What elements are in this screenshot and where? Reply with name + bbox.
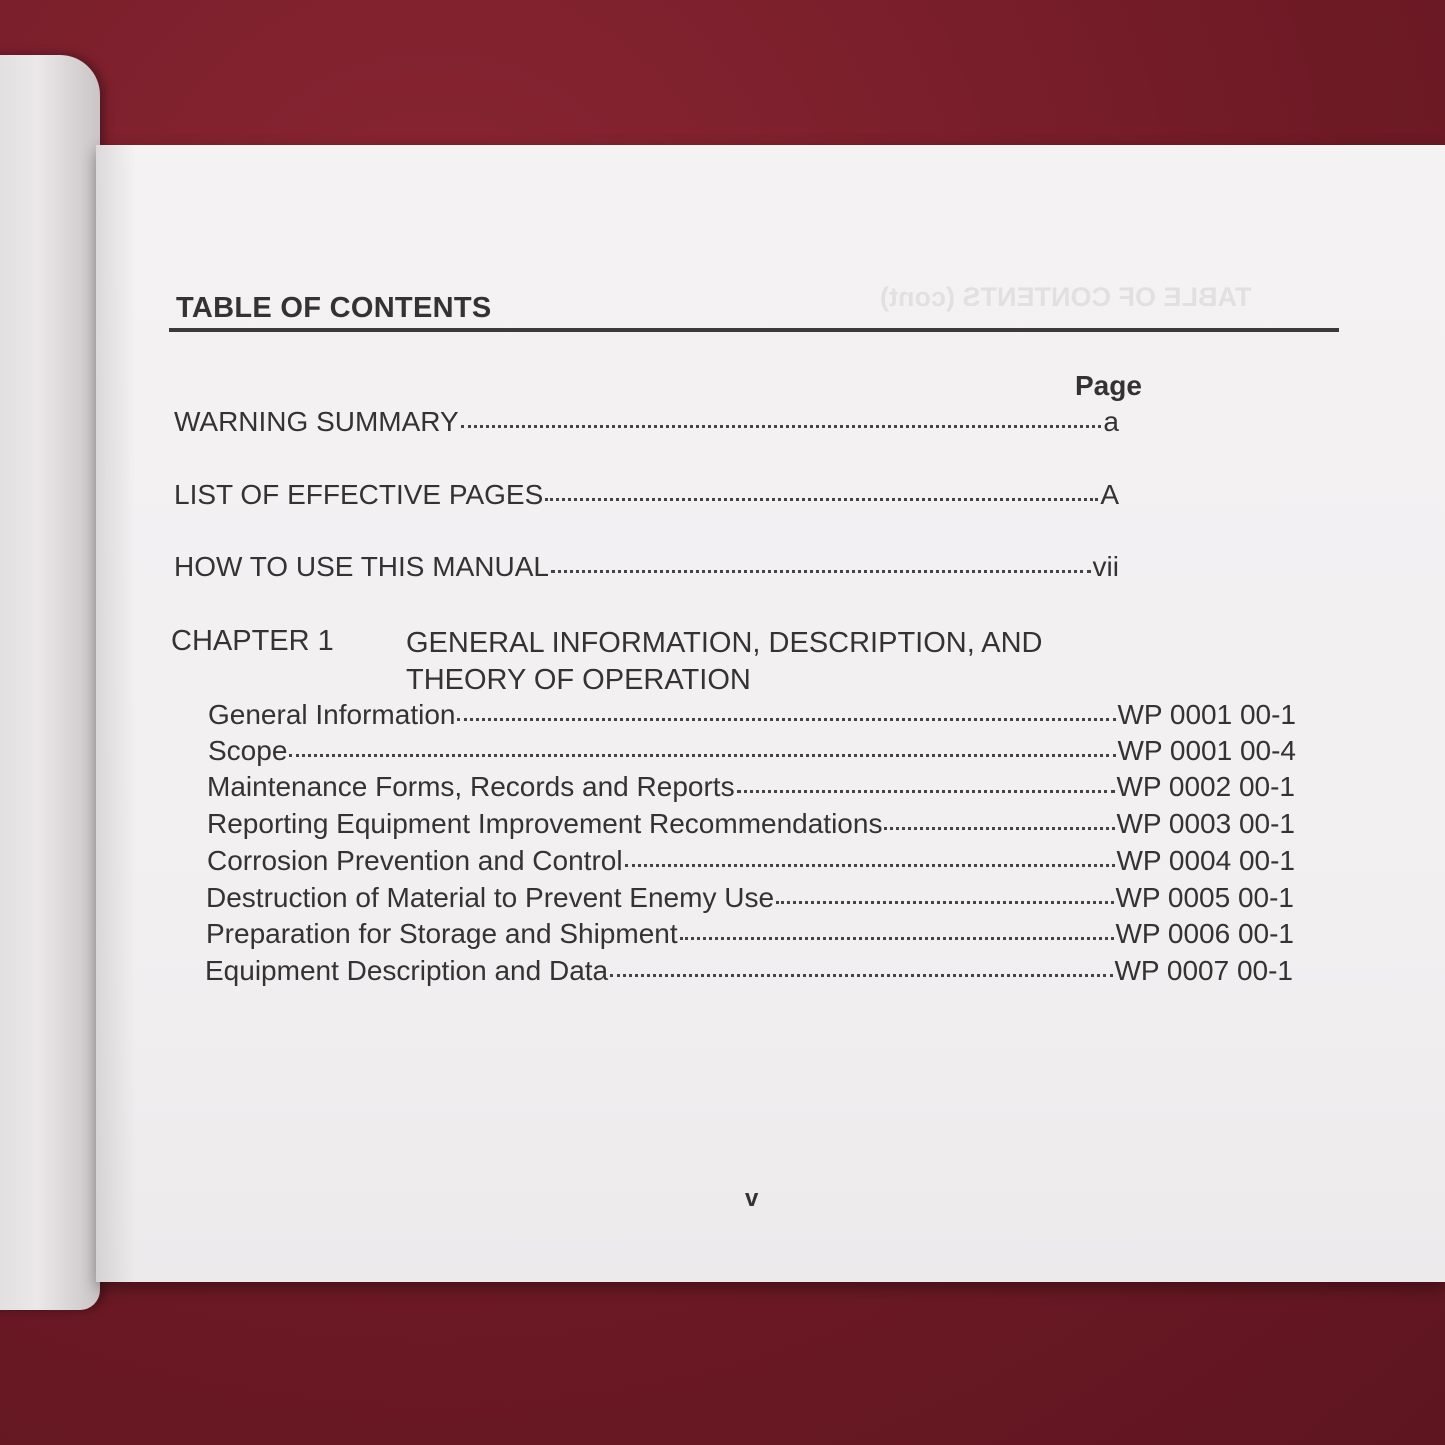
toc-entry-label: General Information (208, 699, 456, 730)
toc-subentry (206, 882, 1294, 918)
leader-dots (680, 937, 1114, 940)
toc-entry-label: Maintenance Forms, Records and Reports (207, 771, 735, 802)
toc-entry-page: WP 0001 00-4 (1117, 735, 1296, 766)
toc-subentry (208, 735, 1296, 771)
toc-entry-page: WP 0004 00-1 (1116, 845, 1295, 876)
leader-dots (610, 974, 1112, 977)
leader-dots (545, 498, 1098, 501)
toc-entry-page: WP 0003 00-1 (1116, 808, 1295, 839)
toc-entry-page: WP 0007 00-1 (1114, 955, 1293, 986)
title-rule (169, 328, 1339, 332)
leader-dots (625, 864, 1115, 867)
toc-entry-label: LIST OF EFFECTIVE PAGES (174, 479, 544, 510)
toc-subentry (208, 699, 1296, 735)
leader-dots (776, 901, 1113, 904)
leader-dots (884, 827, 1114, 830)
toc-entry-label: Corrosion Prevention and Control (207, 845, 623, 876)
toc-entry-label: Equipment Description and Data (205, 955, 609, 986)
toc-subentry (205, 955, 1293, 991)
toc-subentry (207, 845, 1295, 881)
toc-entry-page: a (1103, 406, 1119, 437)
leader-dots (737, 790, 1115, 793)
toc-entry (174, 479, 1119, 515)
toc-entry-page: WP 0002 00-1 (1116, 771, 1295, 802)
toc-entry (174, 406, 1119, 442)
toc-entry (174, 551, 1119, 587)
chapter-title: GENERAL INFORMATION, DESCRIPTION, AND THEORY OF OPERATION (406, 627, 1043, 696)
toc-entry-label: Preparation for Storage and Shipment (206, 918, 678, 949)
toc-subentry (207, 771, 1295, 807)
toc-entry-label: WARNING SUMMARY (174, 406, 459, 437)
toc-entry-label: Reporting Equipment Improvement Recommendations (207, 808, 883, 839)
toc-subentry (206, 918, 1294, 954)
toc-entry-label: Destruction of Material to Prevent Enemy Use (206, 882, 775, 913)
toc-subentry (207, 808, 1295, 844)
toc-entry-label: HOW TO USE THIS MANUAL (174, 551, 549, 582)
leader-dots (551, 570, 1091, 573)
page-column-header: Page (1075, 370, 1142, 401)
bleed-through-heading: TABLE OF CONTENTS (cont) (880, 282, 1252, 312)
left-page-edge (0, 55, 100, 1310)
toc-entry-page: WP 0005 00-1 (1115, 882, 1294, 913)
leader-dots (461, 425, 1102, 428)
page-title: TABLE OF CONTENTS (176, 292, 492, 324)
toc-entry-label: Scope (208, 735, 288, 766)
leader-dots (289, 754, 1115, 757)
gutter-shadow (96, 145, 136, 1282)
toc-entry-page: WP 0006 00-1 (1115, 918, 1294, 949)
toc-entry-page: vii (1092, 551, 1119, 582)
leader-dots (457, 718, 1115, 721)
chapter-label: CHAPTER 1 (171, 625, 334, 657)
toc-entry-page: A (1100, 479, 1119, 510)
toc-entry-page: WP 0001 00-1 (1117, 699, 1296, 730)
page-number: v (745, 1185, 759, 1212)
